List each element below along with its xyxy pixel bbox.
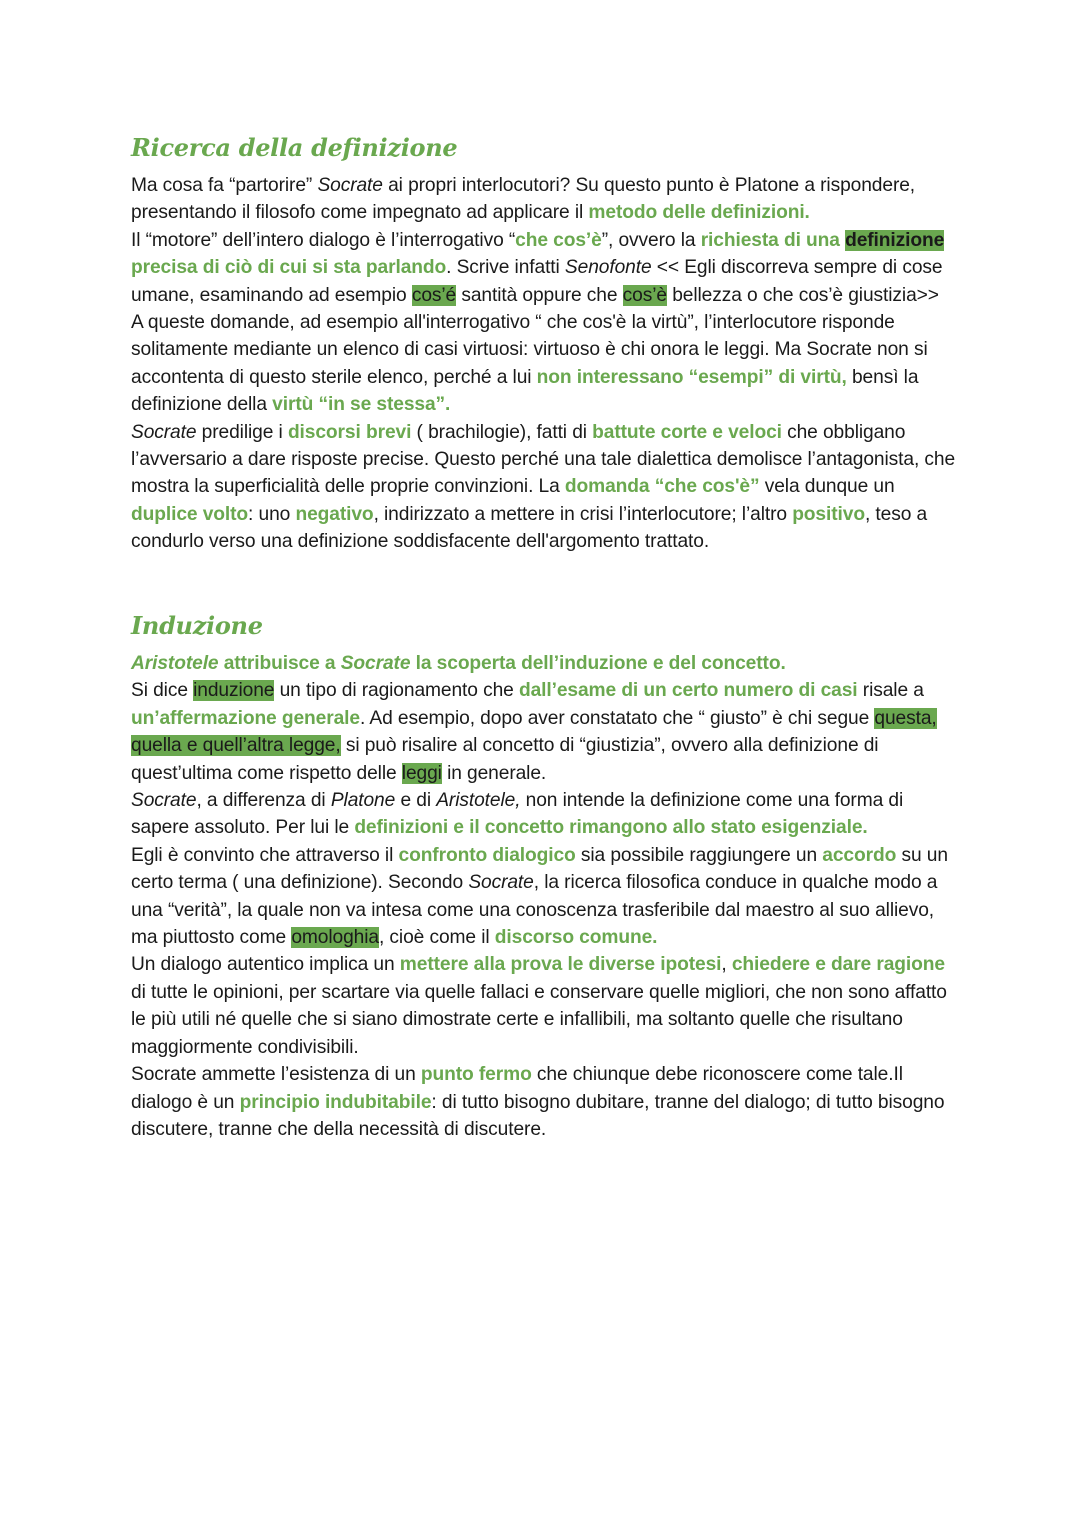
text-run: ( brachilogie), fatti di xyxy=(411,421,593,443)
italic-text: Socrate xyxy=(317,175,383,196)
highlight-green-text: punto fermo xyxy=(420,1064,532,1086)
text-run: , teso a condurlo verso una definizione soddisfacente dell'argomento trattato. xyxy=(131,503,928,553)
text-run: Si dice xyxy=(131,680,194,702)
text-run: Il “motore” dell’intero dialogo è l’interrogativo “ xyxy=(131,229,516,251)
highlight-green-text: duplice volto xyxy=(131,503,249,525)
highlight-green-text: metodo delle definizioni. xyxy=(588,202,810,224)
highlight-marker: omologhia xyxy=(291,927,379,949)
text-run: in generale. xyxy=(441,762,547,784)
text-run: predilige i xyxy=(196,421,288,443)
highlight-green-text: un’affermazione generale xyxy=(131,707,360,729)
text-run: sia possibile raggiungere un xyxy=(575,844,823,866)
highlight-marker: leggi xyxy=(401,762,442,784)
highlight-green-text: attribuisce a xyxy=(218,653,341,674)
text-run: bensì la definizione della xyxy=(131,366,919,416)
text-run: di tutte le opinioni, per scartare via quelle fallaci e conservare quelle migliori, che non sono affatto le più utili né quelle che si siano dimostrate certe e infallibili, ma soltanto quelle che risultano maggiormente condivisibili. xyxy=(131,981,947,1058)
text-run: un tipo di ragionamento che xyxy=(274,680,519,702)
italic-text: Socrate xyxy=(131,790,197,812)
text-run: , a differenza di xyxy=(196,790,331,812)
highlight-marker: questa, quella e quell’altra legge, xyxy=(131,707,937,757)
highlight-green-text: mettere alla prova le diverse ipotesi xyxy=(399,954,722,976)
text-run: non intende la definizione come una forma di sapere assoluto. Per lui le xyxy=(131,790,904,839)
highlight-green-text: domanda “che cos'è” xyxy=(564,476,760,498)
highlight-green-italic-text: Socrate xyxy=(340,653,411,674)
highlight-green-text: discorsi brevi xyxy=(287,421,412,443)
highlight-green-text: battute corte e veloci xyxy=(592,421,782,443)
text-run: ”, ovvero la xyxy=(601,229,701,251)
highlight-green-text: discorso comune. xyxy=(494,927,658,949)
italic-text: Senofonte xyxy=(564,257,652,279)
text-run: Socrate ammette l’esistenza di un xyxy=(131,1064,421,1086)
text-run: risale a xyxy=(857,680,924,702)
section-ricerca-definizione xyxy=(131,128,961,556)
highlight-marker: cos’é xyxy=(411,284,457,306)
text-run: Ma cosa fa “partorire” xyxy=(131,175,318,196)
highlight-green-text: precisa di ciò di cui si sta parlando xyxy=(131,257,447,279)
text-run: vela dunque un xyxy=(759,476,895,498)
highlight-green-text: che cos’è xyxy=(515,229,602,251)
text-run: bellezza o che cos’è giustizia>> xyxy=(666,284,939,306)
highlight-marker-bold: definizione xyxy=(845,229,945,251)
highlight-green-text: la scoperta dell’induzione e del concetto. xyxy=(410,653,786,674)
text-run: , cioè come il xyxy=(378,927,495,949)
highlight-green-text: virtù “in se stessa”. xyxy=(272,394,451,416)
highlight-green-text: definizioni e il concetto rimangono allo stato esigenziale. xyxy=(354,817,868,839)
highlight-marker: cos’è xyxy=(622,284,667,306)
highlight-green-text: principio indubitabile xyxy=(239,1091,432,1113)
highlight-green-text: dall’esame di un certo numero di casi xyxy=(518,680,858,702)
section-body xyxy=(131,650,961,1143)
highlight-green-text: positivo xyxy=(792,503,865,525)
text-run: . Scrive infatti xyxy=(446,257,565,279)
text-run: Egli è convinto che attraverso il xyxy=(131,844,399,866)
section-title: Ricerca della definizione xyxy=(131,133,458,162)
italic-text: Aristotele, xyxy=(436,790,521,812)
section-title: Induzione xyxy=(131,611,263,640)
highlight-green-text: accordo xyxy=(822,844,897,866)
text-run: , la ricerca filosofica conduce in qualche modo a una “verità”, la quale non va intesa come una conoscenza trasferibile dal maestro al suo allievo, ma piuttosto come xyxy=(131,872,938,949)
text-run: si può risalire al concetto di “giustizia”, ovvero alla definizione di quest’ultima come rispetto delle xyxy=(131,735,879,784)
highlight-marker: induzione xyxy=(193,680,275,702)
text-run: . Ad esempio, dopo aver constatato che “ giusto” è chi segue xyxy=(359,707,875,729)
section-induzione xyxy=(131,606,961,1143)
text-run: : uno xyxy=(248,503,296,525)
text-run: : di tutto bisogno dubitare, tranne del dialogo; di tutto bisogno discutere, tranne che della necessità di discutere. xyxy=(131,1091,945,1140)
text-run: che chiunque debe riconoscere come tale.Il dialogo è un xyxy=(131,1064,903,1113)
text-run: che obbligano l’avversario a dare risposte precise. Questo perché una tale dialettica demolisce l’antagonista, che mostra la superficialità delle proprie convinzioni. La xyxy=(131,421,956,498)
highlight-green-text: non interessano “esempi” di virtù, xyxy=(536,366,847,388)
italic-text: Platone xyxy=(330,790,396,812)
text-run: << Egli discorreva sempre di cose umane, esaminando ad esempio xyxy=(131,257,943,306)
italic-text: Socrate xyxy=(468,872,534,894)
highlight-green-text: chiedere e dare ragione xyxy=(731,954,945,976)
italic-text: Socrate xyxy=(131,421,197,443)
highlight-green-italic-text: Aristotele xyxy=(131,653,219,674)
text-run: , xyxy=(721,954,732,976)
text-run: , indirizzato a mettere in crisi l’interlocutore; l’altro xyxy=(373,503,793,525)
text-run: santità oppure che xyxy=(456,284,623,306)
text-run: su un certo terma ( una definizione). Secondo xyxy=(131,844,948,894)
highlight-green-text: richiesta di una xyxy=(700,229,840,251)
text-run: A queste domande, ad esempio all'interrogativo “ che cos'è la virtù”, l’interlocutore risponde solitamente mediante un elenco di casi virtuosi: virtuoso è chi onora le leggi. Ma Socrate non si accontenta di questo sterile elenco, perché a lui xyxy=(131,312,928,388)
text-run: ai propri interlocutori? Su questo punto è Platone a rispondere, presentando il filosofo come impegnato ad applicare il xyxy=(131,175,916,224)
text-run: e di xyxy=(395,790,437,812)
section-body xyxy=(131,172,961,556)
highlight-green-text: negativo xyxy=(295,503,374,525)
highlight-green-text: confronto dialogico xyxy=(398,844,576,866)
text-run: Un dialogo autentico implica un xyxy=(131,954,400,976)
